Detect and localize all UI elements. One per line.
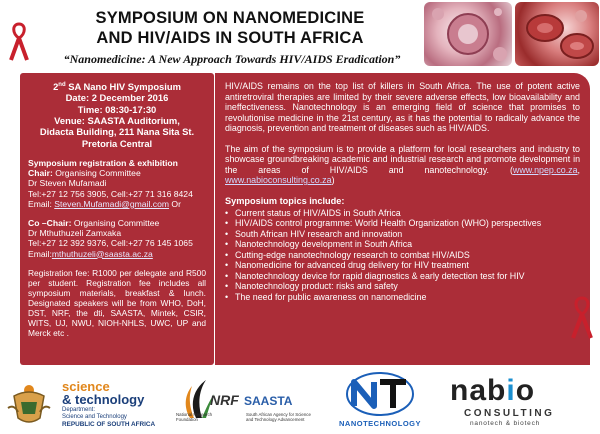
topics-list	[215, 208, 590, 303]
registration-fees: Registration fee: R1000 per delegate and R500 per student. Registration fee includes all symposium materials, breakfast & lunch. Designated speakers will be from WHO, DoH, DST, NRF, the dti, SAASTA, Mintek, CSIR, WITS, UJ, NWU, NIOH-NHLS, UWC, UP and Merck etc .	[28, 267, 206, 339]
list-item: • Nanotechnology development in South Africa	[225, 239, 580, 250]
subtitle: “Nanomedicine: A New Approach Towards HIV/AIDS Eradication”	[63, 52, 401, 66]
nabio-logo-text	[450, 376, 535, 406]
description-panel	[214, 73, 590, 365]
chair-email-label: Email:	[28, 198, 55, 209]
chair-email-link[interactable]: Steven.Mufamadi@gmail.com	[54, 198, 170, 209]
dst-logo	[62, 380, 155, 428]
nanotechnology-logo-text: NANOTECHNOLOGY	[339, 419, 421, 428]
topics-heading: Symposium topics include:	[225, 195, 345, 206]
list-item: • HIV/AIDS control programme: World Health Organization (WHO) perspectives	[225, 218, 580, 229]
virus-particle-icon	[424, 2, 512, 66]
chair-name: Dr Steven Mufamadi	[28, 178, 107, 189]
dst-science: science	[62, 379, 110, 394]
cochair-role: Organising Committee	[71, 217, 160, 228]
registration-contacts	[20, 158, 214, 259]
list-item: • The need for public awareness on nanomedicine	[225, 292, 580, 303]
cochair-email-label: Email:	[28, 248, 52, 259]
list-item: • Current status of HIV/AIDS in South Africa	[225, 208, 580, 219]
nanotechnology-logo-icon	[344, 370, 416, 418]
dst-department-name: Science and Technology	[62, 414, 127, 420]
registration-heading: Symposium registration & exhibition	[28, 157, 178, 168]
saasta-fullname-1: South African Agency for Science	[246, 412, 311, 417]
dst-country: REPUBLIC OF SOUTH AFRICA	[62, 421, 156, 428]
nrf-logo-text: NRF	[210, 392, 239, 408]
event-time: Time: 08:30-17:30	[77, 103, 157, 115]
event-info-panel	[20, 73, 214, 365]
event-venue-line-1: Venue: SAASTA Auditorium,	[54, 115, 180, 127]
aim-paragraph	[215, 134, 590, 186]
saasta-logo-text: SAASTA	[244, 394, 293, 408]
nrf-saasta-fullnames	[176, 412, 316, 422]
saasta-fullname-2: and Technology Advancement	[246, 417, 305, 422]
nabio-part-1: nab	[450, 374, 507, 407]
chair-label: Chair:	[28, 168, 53, 179]
npep-link[interactable]: www.npep.co.za	[512, 164, 578, 175]
title-line-2: AND HIV/AIDS IN SOUTH AFRICA	[96, 29, 364, 47]
intro-paragraph: HIV/AIDS remains on the top list of killers in South Africa. The use of potent active antiretroviral therapies are limited by their severe adverse effects, low bioavailability and ineffectiveness. Nanotechnology is an emerging field of science that promises to revolutionise medicine in the 21st century, as it has the potential to radically advance the diagnosis, prevention and treatment of diseases such as HIV/AIDS.	[225, 81, 580, 133]
event-ordinal: 2	[53, 81, 59, 93]
event-venue-line-3: Pretoria Central	[81, 137, 153, 149]
dst-technology: & technology	[62, 392, 145, 407]
event-date: Date: 2 December 2016	[65, 92, 169, 104]
cochair-label: Co –Chair:	[28, 217, 72, 228]
nabio-link[interactable]: www.nabioconsulting.co.za	[225, 175, 332, 185]
list-item: • Cutting-edge nanotechnology research to combat HIV/AIDS	[225, 250, 580, 261]
blood-cells-image	[515, 2, 599, 66]
title-line-1: SYMPOSIUM ON NANOMEDICINE	[95, 9, 365, 27]
list-item: • Nanotechnology device for rapid diagnostics & early detection test for HIV	[225, 271, 580, 282]
red-ribbon-icon	[570, 296, 594, 340]
cochair-email-link[interactable]: mthuthuzeli@saasta.ac.za	[51, 248, 153, 259]
cochair-phone: Tel:+27 12 392 9376, Cell:+27 76 145 1065	[28, 238, 193, 249]
nabio-part-3: o	[515, 374, 536, 407]
sponsor-logos	[0, 366, 600, 434]
event-title: SA Nano HIV Symposium	[65, 81, 181, 93]
list-item: • Nanomedicine for advanced drug delivery for HIV treatment	[225, 260, 580, 271]
chair-email-suffix: Or	[169, 198, 181, 209]
virus-image	[424, 2, 512, 66]
chair-phone: Tel:+27 12 756 3905, Cell:+27 71 316 8424	[28, 188, 193, 199]
links-open: (	[509, 164, 513, 175]
nabio-tagline: nanotech & biotech	[470, 420, 541, 427]
page-title	[40, 8, 420, 48]
blood-cell-icon	[515, 2, 599, 66]
event-ordinal-suffix: nd	[58, 82, 66, 88]
links-separator: ,	[577, 164, 581, 175]
nrf-fullname-2: Foundation	[176, 417, 198, 422]
nabio-consulting-text: CONSULTING	[464, 408, 555, 419]
event-venue-line-2: Didacta Building, 211 Nana Sita St.	[39, 126, 195, 138]
chair-role: Organising Committee	[52, 168, 141, 179]
nrf-fullname-1: National Research	[176, 412, 213, 417]
coat-of-arms-icon	[6, 382, 52, 426]
links-close: )	[331, 175, 335, 185]
list-item: • South African HIV research and innovation	[225, 229, 580, 240]
event-name	[20, 80, 214, 92]
nabio-part-2: i	[506, 374, 516, 407]
list-item: • Nanotechnology product: risks and safety	[225, 281, 580, 292]
event-details	[20, 73, 214, 149]
aim-text: The aim of the symposium is to provide a platform for local researchers and industry to showcase groundbreaking academic and industrial research and promote development in the areas of HIV/AIDS and nanotechnology.	[225, 143, 580, 175]
dst-department-label: Department:	[62, 407, 96, 413]
cochair-name: Dr Mthuthuzeli Zamxaka	[28, 228, 122, 239]
